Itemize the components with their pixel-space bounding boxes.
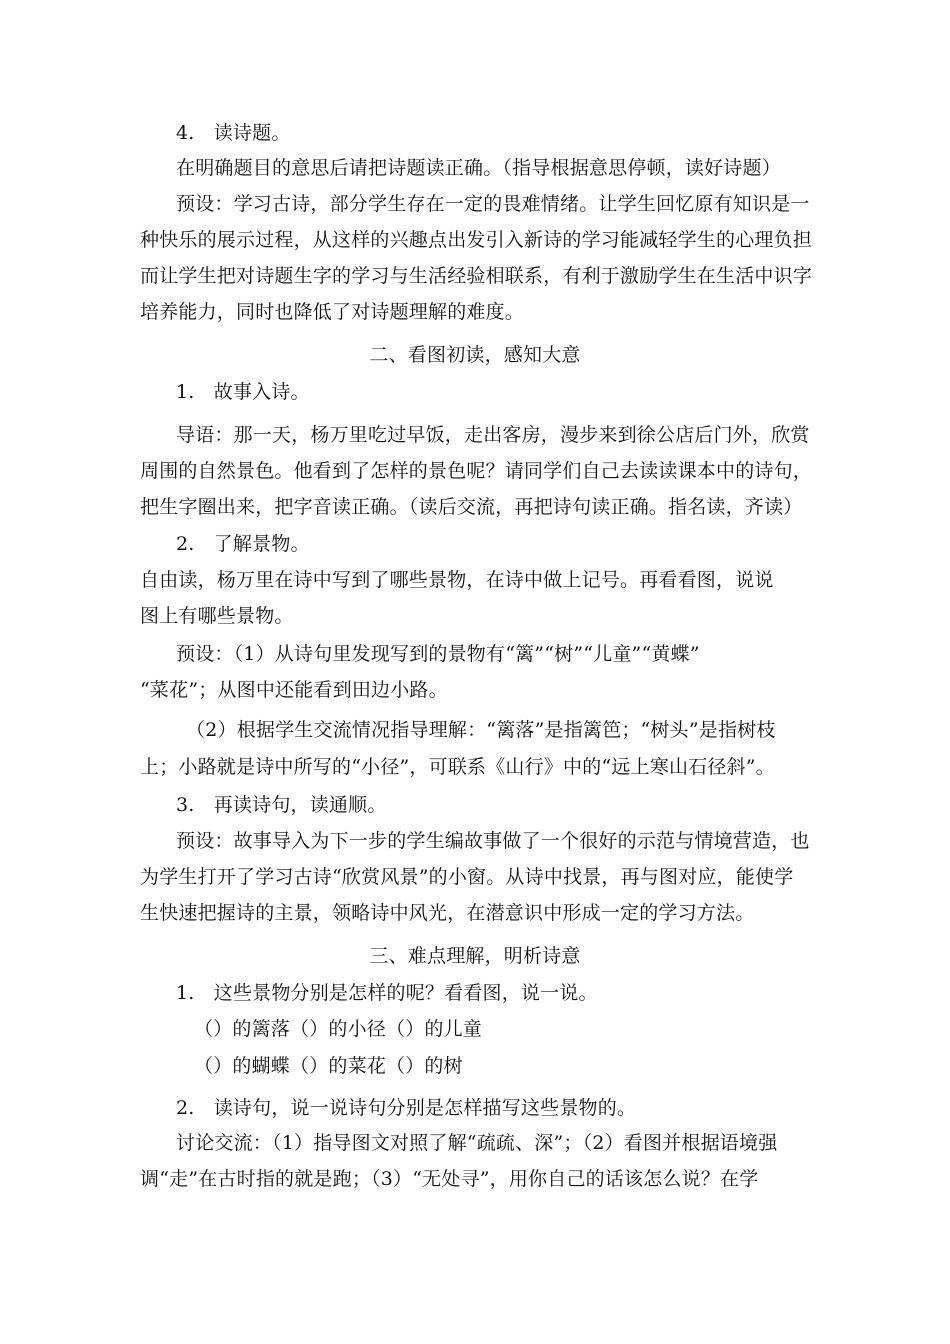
paragraph-line: 周围的自然景色。他看到了怎样的景色呢？请同学们自己去读读课本中的诗句， [140,460,813,482]
paragraph-line: 预设：故事导入为下一步的学生编故事做了一个很好的示范与情境营造，也 [176,830,810,852]
section-heading-2: 二、看图初读，感知大意 [369,344,581,366]
paragraph-line: 预设：学习古诗，部分学生存在一定的畏难情绪。让学生回忆原有知识是一 [176,193,810,215]
item-4-read-title: 4. 读诗题。 [176,122,291,144]
fill-blank-line: （）的篱落（）的小径（）的儿童 [194,1018,483,1040]
paragraph-line: 培养能力，同时也降低了对诗题理解的难度。 [140,301,525,323]
paragraph-line: 自由读，杨万里在诗中写到了哪些景物，在诗中做上记号。再看看图，说说 [140,569,774,591]
paragraph-line: “菜花”；从图中还能看到田边小路。 [140,679,448,701]
paragraph-line: （2）根据学生交流情况指导理解：“篱落”是指篱笆；“树头”是指树枝 [186,719,776,741]
paragraph-line: 上；小路就是诗中所写的“小径”，可联系《山行》中的“远上寒山石径斜”。 [140,756,775,778]
paragraph-line: 在明确题目的意思后请把诗题读正确。（指导根据意思停顿，读好诗题） [176,157,781,179]
item-1-story: 1. 故事入诗。 [176,381,310,403]
paragraph-line: 预设：（1）从诗句里发现写到的景物有“篱”“树”“儿童”“黄蝶” [176,643,700,665]
paragraph-line: 图上有哪些景物。 [140,605,294,627]
paragraph-line: 导语：那一天，杨万里吃过早饭，走出客房，漫步来到徐公店后门外，欣赏 [176,424,810,446]
paragraph-line: 为学生打开了学习古诗“欣赏风景”的小窗。从诗中找景，再与图对应，能使学 [140,866,794,888]
item-3-reread: 3. 再读诗句，读通顺。 [176,794,387,816]
paragraph-line: 生快速把握诗的主景，领略诗中风光，在潜意识中形成一定的学习方法。 [140,902,755,924]
section-heading-3: 三、难点理解，明析诗意 [369,945,581,967]
item-2-scenery: 2. 了解景物。 [176,533,310,555]
item-2-read-lines: 2. 读诗句，说一说诗句分别是怎样描写这些景物的。 [176,1097,637,1119]
paragraph-line: 调“走”在古时指的就是跑；（3）“无处寻”，用你自己的话该怎么说？在学 [140,1168,759,1190]
fill-blank-line: （）的蝴蝶（）的菜花（）的树 [194,1055,463,1077]
item-1-question: 1. 这些景物分别是怎样的呢？看看图，说一说。 [176,982,598,1004]
paragraph-line: 而让学生把对诗题生字的学习与生活经验相联系，有利于激励学生在生活中识字 [140,265,813,287]
paragraph-line: 种快乐的展示过程，从这样的兴趣点出发引入新诗的学习能减轻学生的心理负担 [140,229,813,251]
paragraph-line: 讨论交流：（1）指导图文对照了解“疏疏、深”；（2）看图并根据语境强 [176,1132,778,1154]
paragraph-line: 把生字圈出来，把字音读正确。（读后交流，再把诗句读正确。指名读，齐读） [140,496,803,518]
